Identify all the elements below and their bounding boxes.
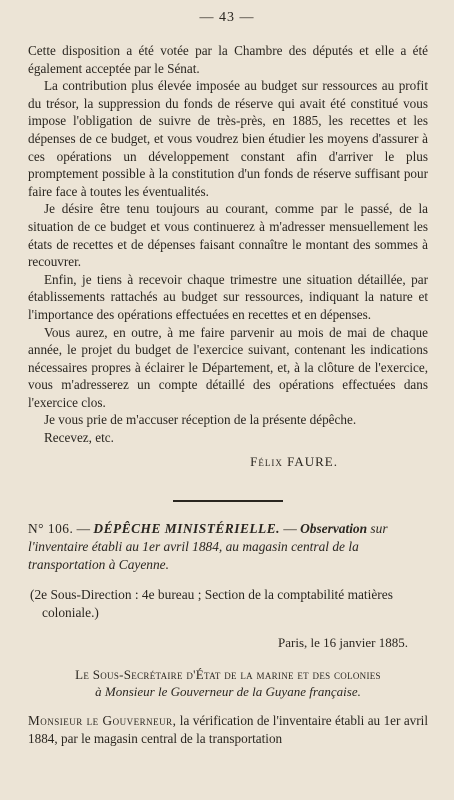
dispatch-number: N° 106. — [28, 521, 74, 537]
dispatch-section: (2e Sous-Direction : 4e bureau ; Section de la comptabilité matières coloniale.) — [30, 587, 393, 621]
dispatch-opening-text: la vérification de l'inventaire établi au 1er avril 1884, par le magasin central de la transportation — [28, 713, 428, 746]
paragraph-5: Vous aurez, en outre, à me faire parvenir au mois de mai de chaque année, le projet du budget de l'exercice suivant, contenant les indications nécessaires propres à éclairer le Département, et, à la clôture de l'exercice, vous m'adresserez un compte détaillé des opérations effectuées dans l'exercice clos. — [28, 324, 428, 410]
dispatch-dash-2: — — [280, 521, 301, 537]
dispatch-opening — [28, 712, 428, 747]
dispatch-heading — [28, 520, 428, 574]
dispatch-subject: sur l'inventaire établi au 1er avril 1884, au magasin central de la transportation à Cayenne. — [28, 521, 388, 573]
paragraph-1: Cette disposition a été votée par la Chambre des députés et elle a été également acceptée par le Sénat. — [28, 43, 428, 76]
closing-line: Recevez, etc. — [44, 430, 114, 446]
dispatch-salutation: Monsieur le Gouverneur, — [28, 713, 177, 729]
dispatch-date: Paris, le 16 janvier 1885. — [278, 635, 408, 651]
dispatch-observation: Observation — [300, 521, 368, 537]
dispatch-dash-1: — — [73, 521, 94, 537]
paragraph-2: La contribution plus élevée imposée au budget sur ressources au profit du trésor, la suppression du fonds de réserve qui avait été constitué vous impose l'obligation de suivre de très-près, en 1885, les recettes et les dépenses de ce budget, et vous voudrez bien étudier les moyens d'assurer à ces opérations un développement constant afin d'arriver le plus promptement possible à la constitution d'un fonds de réserve suffisant pour faire face à toutes les éventualités. — [28, 78, 428, 199]
document-body — [28, 42, 428, 747]
paragraph-4: Enfin, je tiens à recevoir chaque trimestre une situation détaillée, par établissements rattachés au budget sur ressources, indiquant la nature et l'importance des opérations effectuées en recettes et en dépenses. — [28, 271, 428, 322]
dispatch-sender: Le Sous-Secrétaire d'État de la marine et des colonies — [75, 667, 381, 683]
paragraph-3: Je désire être tenu toujours au courant, comme par le passé, de la situation de ce budget et vous continuerez à m'adresser mensuellement les états de recettes et de dépenses faisant connaître le montant des sommes à recouvrer. — [28, 201, 428, 270]
dispatch-recipient: à Monsieur le Gouverneur de la Guyane française. — [95, 684, 361, 700]
page-number: — 43 — — [199, 10, 255, 25]
section-divider — [173, 500, 283, 502]
dispatch-title: DÉPÊCHE MINISTÉRIELLE. — [93, 521, 281, 537]
signature: Félix FAURE. — [250, 453, 338, 469]
paragraph-6: Je vous prie de m'accuser réception de la présente dépêche. — [44, 412, 357, 428]
